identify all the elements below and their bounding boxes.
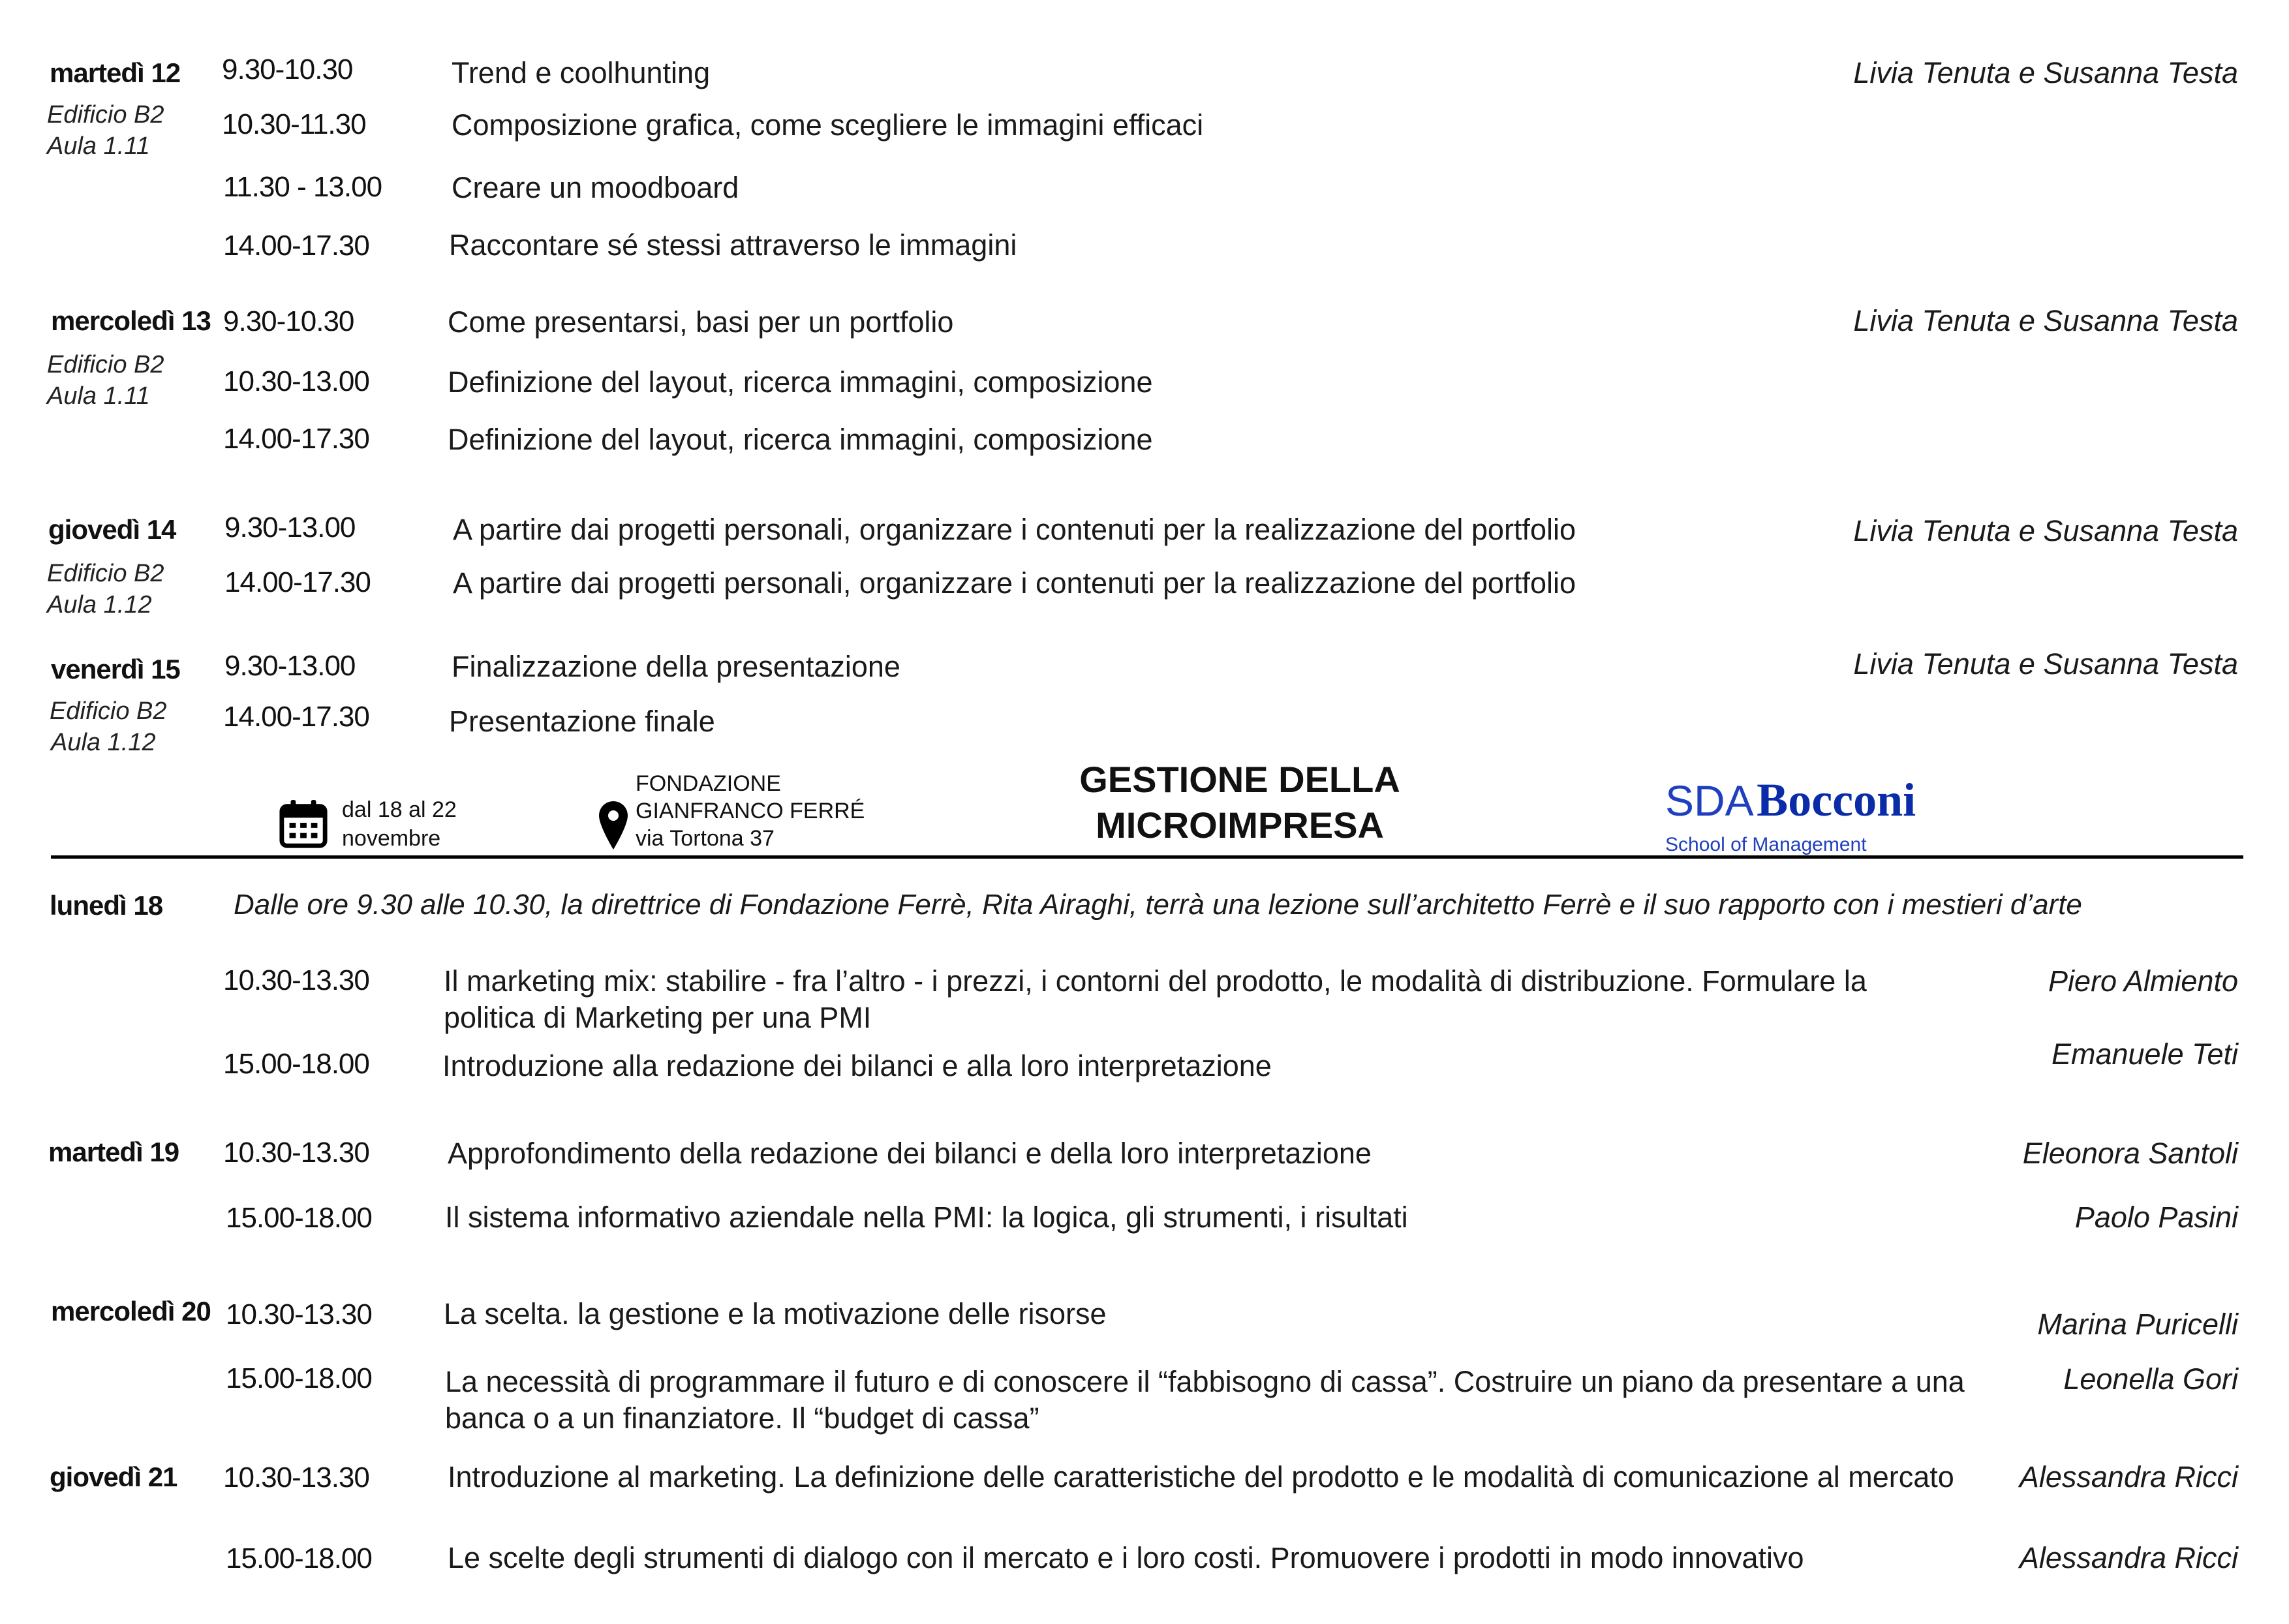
day-label: giovedì 14 xyxy=(48,514,176,545)
session-topic: Le scelte degli strumenti di dialogo con il mercato e i loro costi. Promuovere i prodotti in modo innovativo xyxy=(448,1541,1804,1574)
session-topic: Il sistema informativo aziendale nella PMI: la logica, gli strumenti, i risultati xyxy=(445,1201,1408,1234)
session-topic: Finalizzazione della presentazione xyxy=(452,650,900,683)
day-label: mercoledì 20 xyxy=(51,1296,211,1326)
session-time: 9.30-10.30 xyxy=(222,54,353,85)
session-topic: Composizione grafica, come scegliere le immagini efficaci xyxy=(452,108,1204,142)
section-divider xyxy=(51,855,2243,859)
room-label: Aula 1.11 xyxy=(47,382,150,410)
session-time: 15.00-18.00 xyxy=(226,1362,372,1394)
logo-sda-text: SDA xyxy=(1665,776,1754,825)
dates-line1: dal 18 al 22 xyxy=(342,797,457,822)
session-instructor: Marina Puricelli xyxy=(2037,1308,2238,1341)
session-instructor: Alessandra Ricci xyxy=(2019,1541,2238,1574)
session-time: 11.30 - 13.00 xyxy=(223,171,382,203)
day-label: giovedì 21 xyxy=(50,1462,177,1492)
intro-note: Dalle ore 9.30 alle 10.30, la direttrice di Fondazione Ferrè, Rita Airaghi, terrà una lezione sull’architetto Ferrè e il suo rapporto con i mestieri d’arte xyxy=(234,889,2082,921)
session-topic: Presentazione finale xyxy=(449,705,715,738)
building-label: Edificio B2 xyxy=(47,560,164,587)
sda-bocconi-logo xyxy=(1665,776,1916,856)
session-time: 9.30-13.00 xyxy=(224,650,356,682)
session-topic: Introduzione al marketing. La definizione delle caratteristiche del prodotto e le modalità di comunicazione al mercato xyxy=(448,1460,1954,1494)
session-time: 9.30-10.30 xyxy=(223,305,354,337)
session-instructor: Paolo Pasini xyxy=(2074,1201,2238,1234)
session-instructor: Leonella Gori xyxy=(2063,1362,2238,1396)
session-instructor: Livia Tenuta e Susanna Testa xyxy=(1853,514,2238,547)
session-instructor: Eleonora Santoli xyxy=(2022,1137,2238,1170)
day-label: lunedì 18 xyxy=(50,890,163,921)
session-instructor: Livia Tenuta e Susanna Testa xyxy=(1853,647,2238,681)
building-label: Edificio B2 xyxy=(47,351,164,378)
session-time: 10.30-13.30 xyxy=(223,964,369,996)
day-label: martedì 19 xyxy=(48,1137,179,1167)
session-time: 15.00-18.00 xyxy=(223,1048,369,1080)
session-instructor: Alessandra Ricci xyxy=(2019,1460,2238,1494)
session-topic: Definizione del layout, ricerca immagini, composizione xyxy=(448,365,1153,399)
session-topic: La necessità di programmare il futuro e di conoscere il “fabbisogno di cassa”. Costruire un piano da presentare a una banca o a un finanziatore. Il “budget di cassa” xyxy=(445,1365,1965,1435)
session-topic: Come presentarsi, basi per un portfolio xyxy=(448,305,954,339)
venue-line3: via Tortona 37 xyxy=(636,826,775,851)
venue-line2: GIANFRANCO FERRÉ xyxy=(636,799,865,823)
session-time: 14.00-17.30 xyxy=(224,566,371,598)
room-label: Aula 1.11 xyxy=(47,132,150,160)
course-title xyxy=(1044,757,1436,848)
day-label: venerdì 15 xyxy=(51,654,180,684)
building-label: Edificio B2 xyxy=(47,101,164,129)
venue-line1: FONDAZIONE xyxy=(636,771,781,796)
session-time: 14.00-17.30 xyxy=(223,230,369,262)
session-time: 10.30-11.30 xyxy=(222,108,366,140)
session-time: 10.30-13.30 xyxy=(223,1462,369,1494)
session-topic: La scelta. la gestione e la motivazione delle risorse xyxy=(444,1297,1107,1330)
session-time: 10.30-13.30 xyxy=(223,1137,369,1169)
session-time: 10.30-13.00 xyxy=(223,365,369,397)
session-topic: Introduzione alla redazione dei bilanci e alla loro interpretazione xyxy=(442,1049,1272,1082)
day-label: mercoledì 13 xyxy=(51,305,211,336)
session-topic: Trend e coolhunting xyxy=(452,56,711,89)
session-topic: A partire dai progetti personali, organizzare i contenuti per la realizzazione del portfolio xyxy=(453,566,1576,600)
map-pin-icon xyxy=(599,801,628,850)
session-topic: Il marketing mix: stabilire - fra l’altro - i prezzi, i contorni del prodotto, le modalità di distribuzione. Formulare la politica di Marketing per una PMI xyxy=(444,964,1867,1034)
session-instructor: Piero Almiento xyxy=(2048,964,2238,998)
session-time: 15.00-18.00 xyxy=(226,1542,372,1574)
session-topic: A partire dai progetti personali, organizzare i contenuti per la realizzazione del portfolio xyxy=(453,513,1576,546)
session-time: 9.30-13.00 xyxy=(224,512,356,544)
session-time: 15.00-18.00 xyxy=(226,1202,372,1234)
session-topic: Raccontare sé stessi attraverso le immagini xyxy=(449,228,1017,262)
session-time: 14.00-17.30 xyxy=(223,423,369,455)
building-label: Edificio B2 xyxy=(50,697,167,725)
session-topic: Definizione del layout, ricerca immagini, composizione xyxy=(448,423,1153,456)
course-title-line2: MICROIMPRESA xyxy=(1096,804,1384,846)
session-instructor: Emanuele Teti xyxy=(2051,1037,2238,1071)
session-time: 14.00-17.30 xyxy=(223,701,369,733)
dates-line2: novembre xyxy=(342,826,441,851)
logo-bocconi-text: Bocconi xyxy=(1757,774,1916,826)
logo-subtitle: School of Management xyxy=(1665,834,1867,855)
course-title-line1: GESTIONE DELLA xyxy=(1079,759,1400,800)
session-instructor: Livia Tenuta e Susanna Testa xyxy=(1853,304,2238,337)
calendar-icon xyxy=(278,799,329,850)
session-instructor: Livia Tenuta e Susanna Testa xyxy=(1853,56,2238,89)
room-label: Aula 1.12 xyxy=(51,729,156,756)
session-time: 10.30-13.30 xyxy=(226,1298,372,1330)
session-topic: Approfondimento della redazione dei bilanci e della loro interpretazione xyxy=(448,1137,1372,1170)
room-label: Aula 1.12 xyxy=(47,591,152,619)
session-topic: Creare un moodboard xyxy=(452,171,739,204)
day-label: martedì 12 xyxy=(50,57,181,88)
